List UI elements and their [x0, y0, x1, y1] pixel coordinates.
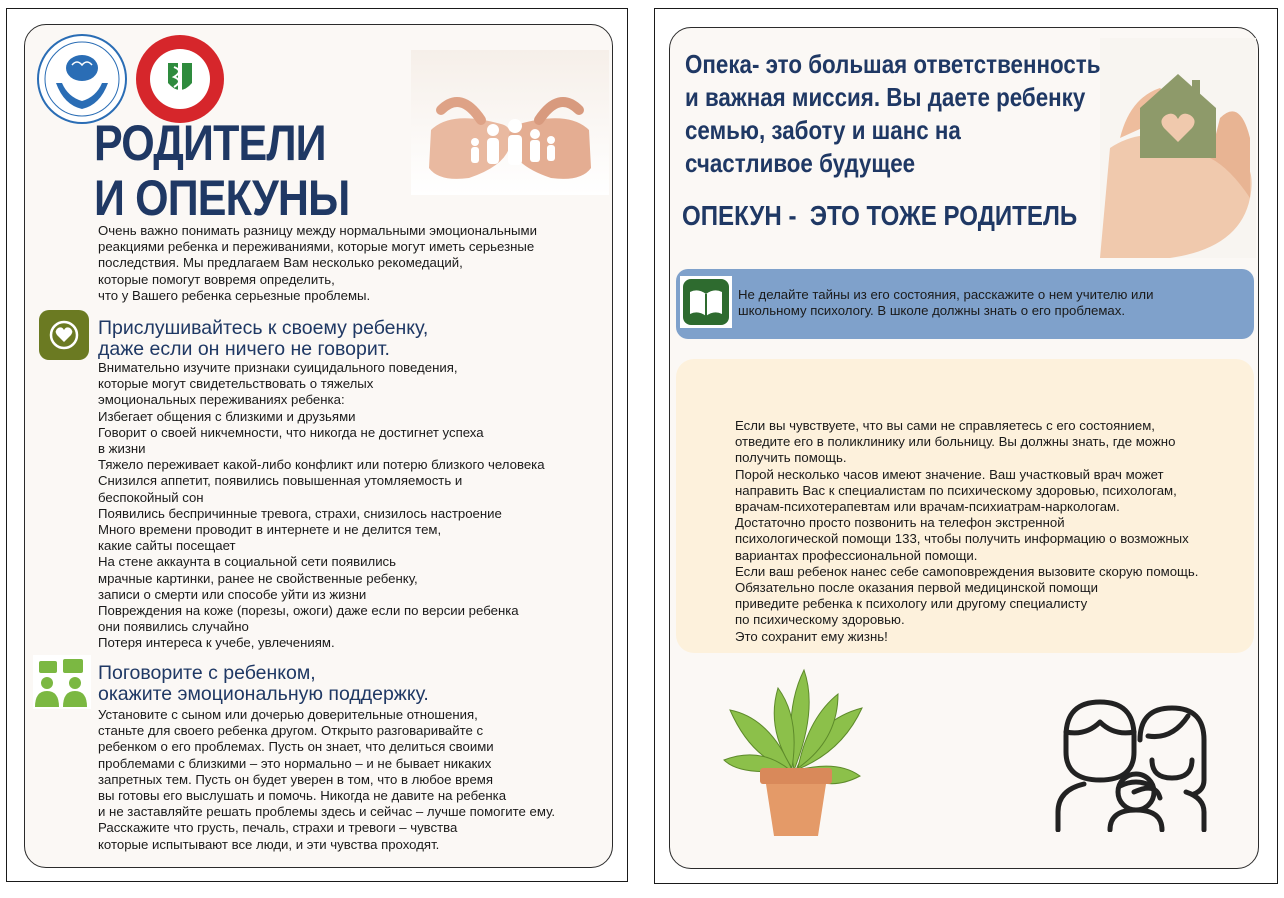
- section1-body: Внимательно изучите признаки суицидального поведения, которые могут свидетельствовать о тяжелых эмоциональных переживаниях ребенка: Избегает общения с близкими и друзьями Говорит о своей никчемности, что никогда не достигнет успеха в жизни Тяжело переживает какой-либо конфликт или потерю близкого человека Снизился аппетит, появились повышенная утомляемость и беспокойный сон Появились беспричинные тревога, страхи, снизилось настроение Много времени проводит в интернете и не делится тем, какие сайты посещает На стене аккаунта в социальной сети появились мрачные картинки, ранее не свойственные ребенку, записи о смерти или способе уйти из жизни Повреждения на коже (порезы, ожоги) даже если по версии ребенка они появились случайно Потеря интереса к учебе, увлечениям.: [98, 360, 545, 651]
- house-hands-photo: [1100, 38, 1256, 258]
- people-chat-icon: [33, 655, 91, 709]
- tip-text: Не делайте тайны из его состояния, расскажите о нем учителю или школьному психологу. В школе должны знать о его проблемах.: [738, 287, 1154, 319]
- section2-heading: Поговорите с ребенком, окажите эмоциональную поддержку.: [98, 662, 429, 705]
- family-outline-icon: [1052, 696, 1210, 832]
- page-title-line2: И ОПЕКУНЫ: [94, 170, 350, 226]
- guardian-quote: Опека- это большая ответственность и важная миссия. Вы даете ребенку семью, заботу и шанс на счастливое будущее: [685, 49, 1101, 178]
- page-title-line1: РОДИТЕЛИ: [94, 115, 326, 171]
- brain-hands-logo-icon: [36, 33, 128, 125]
- advice-text: Если вы чувствуете, что вы сами не справляетесь с его состоянием, отведите его в поликлинику или больницу. Вы должны знать, где можно получить помощь. Порой несколько часов имеют значение. Ваш участковый врач может направить Вас к специалистам по психическому здоровью, психологам, врачам-психотерапевтам или врачам-психиатрам-наркологам. Достаточно просто позвонить на телефон экстренной психологической помощи 133, чтобы получить информацию о возможных вариантах профессиональной помощи. Если ваш ребенок нанес себе самоповреждения вызовите скорую помощь. Обязательно после оказания первой медицинской помощи приведите ребенка к психологу или другому специалисту по психическому здоровью. Это сохранит ему жизнь!: [735, 418, 1199, 644]
- guardian-subtitle: ОПЕКУН - ЭТО ТОЖЕ РОДИТЕЛЬ: [682, 200, 1078, 231]
- intro-text: Очень важно понимать разницу между нормальными эмоциональными реакциями ребенка и переживаниями, которые могут иметь серьезные последствия. Мы предлагаем Вам несколько рекомедаций, которые помогут вовремя определить, что у Вашего ребенка серьезные проблемы.: [98, 223, 537, 303]
- book-icon: [680, 276, 732, 328]
- ministry-emblem-icon: [134, 33, 226, 125]
- section2-body: Установите с сыном или дочерью доверительные отношения, станьте для своего ребенка другом. Открыто разговаривайте с ребенком о его проблемах. Пусть он знает, что делиться своими проблемами с близкими – это нормально – и не бывает никаких запретных тем. Пусть он будет уверен в том, что в любое время вы готовы его выслушать и помочь. Никогда не давите на ребенка и не заставляйте решать проблемы здесь и сейчас – лучше помогите ему. Расскажите что грусть, печаль, страхи и тревоги – чувства которые испытывают все люди, и эти чувства проходят.: [98, 707, 556, 852]
- hands-family-photo: [411, 50, 609, 195]
- potted-plant-icon: [720, 660, 870, 840]
- heart-icon: [39, 310, 89, 360]
- section1-heading: Прислушивайтесь к своему ребенку, даже если он ничего не говорит.: [98, 317, 429, 360]
